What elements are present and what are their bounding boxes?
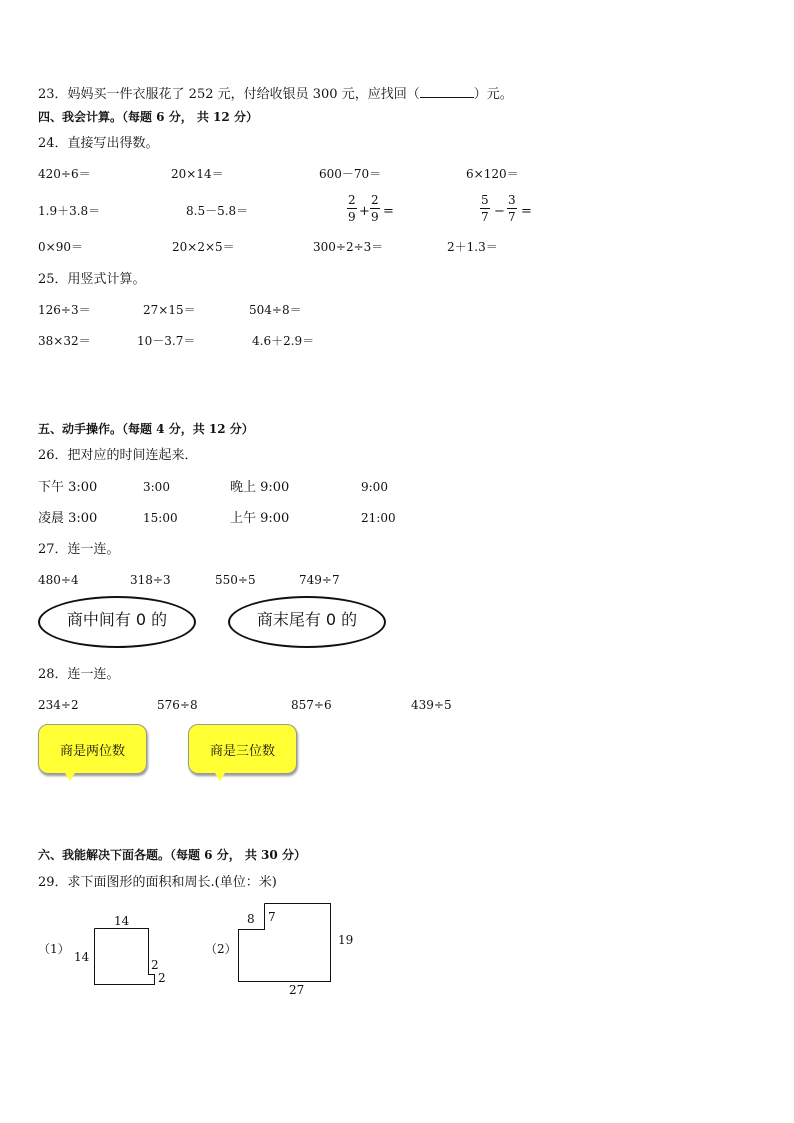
figure-1-outline [95, 929, 155, 985]
fig2-label-right: 19 [338, 933, 354, 947]
q23-suffix: ）元。 [473, 87, 513, 102]
expr: 27×15＝ [143, 303, 196, 317]
fraction-2-9-b [370, 194, 380, 223]
bubble-three-digit[interactable] [188, 724, 297, 774]
oval-label: 商中间有 0 的 [66, 609, 168, 629]
division-item[interactable]: 749÷7 [299, 573, 340, 587]
fraction-5-7 [480, 194, 490, 223]
denominator: 7 [508, 210, 516, 224]
numerator: 2 [371, 193, 379, 207]
oval-zero-middle[interactable] [38, 596, 196, 648]
question-29-label: 29．求下面图形的面积和周长.(单位：米) [38, 875, 277, 890]
fig1-label-notch-h: 2 [158, 971, 166, 985]
division-item[interactable]: 480÷4 [38, 573, 79, 587]
bubble-tail [215, 773, 225, 781]
question-25-label: 25．用竖式计算。 [38, 272, 146, 287]
fig2-label-bottom: 27 [289, 983, 305, 997]
question-24-label: 24．直接写出得数。 [38, 136, 159, 151]
figure-1-tag: （1） [38, 942, 70, 956]
question-28-label: 28．连一连。 [38, 667, 120, 682]
numerator: 5 [481, 193, 489, 207]
division-item[interactable]: 439÷5 [411, 698, 452, 712]
section-4-title: 四、我会计算。（每题 6 分， 共 12 分） [38, 110, 258, 124]
expr: 4.6＋2.9＝ [252, 334, 315, 348]
expr: 20×2×5＝ [172, 240, 235, 254]
section-5-title: 五、动手操作。（每题 4 分，共 12 分） [38, 422, 254, 436]
section-6-title: 六、我能解决下面各题。（每题 6 分， 共 30 分） [38, 848, 306, 862]
numerator: 3 [508, 193, 516, 207]
figure-2-tag: （2） [205, 942, 237, 956]
expr: 2＋1.3＝ [447, 240, 498, 254]
time-item[interactable]: 21:00 [361, 511, 396, 525]
expr: 38×32＝ [38, 334, 91, 348]
expr: 126÷3＝ [38, 303, 91, 317]
bubble-label: 商是三位数 [209, 743, 275, 759]
denominator: 9 [371, 210, 379, 224]
question-27-label: 27．连一连。 [38, 542, 120, 557]
time-item[interactable]: 9:00 [361, 480, 388, 494]
expr: 8.5－5.8＝ [186, 204, 249, 218]
denominator: 9 [348, 210, 356, 224]
fig2-label-notch-v: 8 [247, 912, 255, 926]
question-26-label: 26．把对应的时间连起来． [38, 448, 198, 463]
bubble-tail [65, 773, 75, 781]
numerator: 2 [348, 193, 356, 207]
equals-sign: = [521, 204, 532, 219]
fraction-bar [370, 208, 380, 209]
fig2-label-notch-h: 7 [268, 910, 276, 924]
expr: 0×90＝ [38, 240, 83, 254]
time-item[interactable]: 凌晨 3:00 [38, 511, 98, 526]
question-23 [38, 86, 513, 101]
oval-zero-end[interactable] [228, 596, 386, 648]
division-item[interactable]: 550÷5 [215, 573, 256, 587]
expr: 1.9＋3.8＝ [38, 204, 101, 218]
expr: 300÷2÷3＝ [313, 240, 384, 254]
fraction-bar [507, 208, 517, 209]
expr: 420÷6＝ [38, 167, 91, 181]
time-item[interactable]: 晚上 9:00 [230, 480, 290, 495]
expr: 20×14＝ [171, 167, 224, 181]
time-item[interactable]: 下午 3:00 [38, 480, 98, 495]
expr: 6×120＝ [466, 167, 519, 181]
division-item[interactable]: 318÷3 [130, 573, 171, 587]
fraction-2-9-a [347, 194, 357, 223]
fraction-3-7 [507, 194, 517, 223]
time-item[interactable]: 15:00 [143, 511, 178, 525]
bubble-two-digit[interactable] [38, 724, 147, 774]
expr: 10－3.7＝ [137, 334, 196, 348]
plus-sign: + [359, 204, 370, 219]
fig1-label-notch-v: 2 [151, 958, 159, 972]
expr: 600－70＝ [319, 167, 382, 181]
minus-sign: − [494, 204, 505, 219]
fig1-label-left: 14 [74, 950, 90, 964]
division-item[interactable]: 857÷6 [291, 698, 332, 712]
denominator: 7 [481, 210, 489, 224]
time-item[interactable]: 上午 9:00 [230, 511, 290, 526]
q23-text: 23．妈妈买一件衣服花了 252 元，付给收银员 300 元，应找回（ [38, 87, 420, 102]
oval-label: 商末尾有 0 的 [256, 609, 358, 629]
fig1-label-top: 14 [114, 914, 130, 928]
bubble-label: 商是两位数 [59, 743, 125, 759]
fraction-bar [347, 208, 357, 209]
division-item[interactable]: 234÷2 [38, 698, 79, 712]
division-item[interactable]: 576÷8 [157, 698, 198, 712]
time-item[interactable]: 3:00 [143, 480, 170, 494]
answer-blank[interactable] [420, 86, 474, 98]
fraction-bar [480, 208, 490, 209]
expr: 504÷8＝ [249, 303, 302, 317]
equals-sign: = [383, 204, 394, 219]
